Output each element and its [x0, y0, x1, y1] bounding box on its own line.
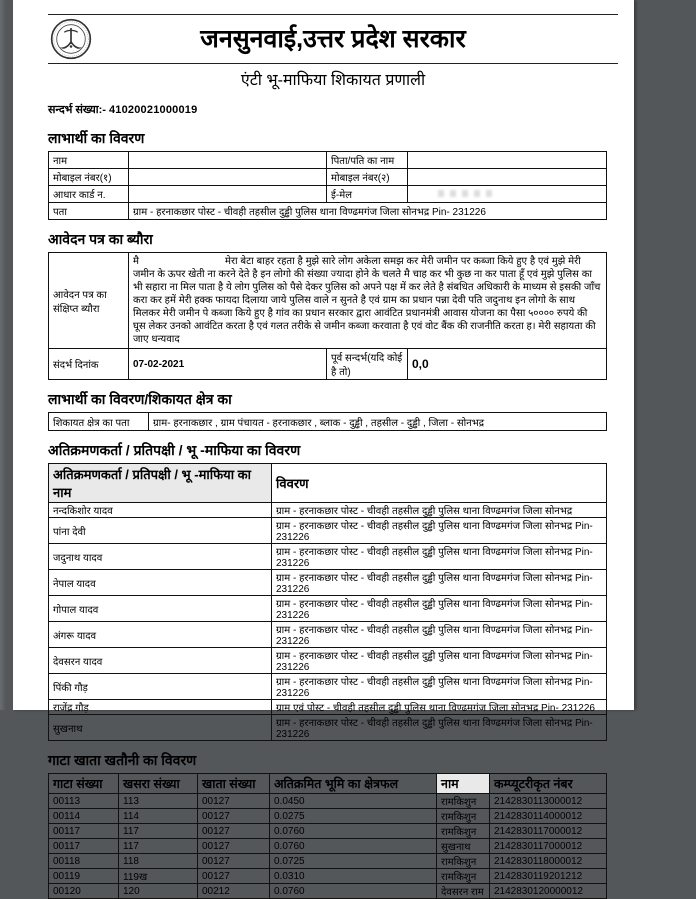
khasra-number-cell: 117	[119, 824, 198, 839]
table-row	[49, 253, 607, 349]
mobile2-value	[408, 169, 607, 186]
document-header	[48, 15, 618, 63]
gata-number-cell: 00113	[49, 794, 119, 809]
computerized-number-cell: 2142830118000012	[490, 854, 607, 869]
table-row	[49, 824, 607, 839]
complaint-area-table	[48, 412, 607, 431]
beneficiary-table	[48, 151, 607, 220]
gata-number-cell: 00114	[49, 809, 119, 824]
complaint-area-section-heading: लाभार्थी का विवरण/शिकायत क्षेत्र का	[48, 391, 232, 407]
encroached-area-cell: 0.0725	[270, 854, 437, 869]
complaint-area-address-value: ग्राम- हरनाकछार , ग्राम पंचायत - हरनाकछार , ब्लाक - दुड्ढी , तहसील - दुड्ढी , जिला - सोनभद्र	[149, 413, 607, 431]
father-name-value	[408, 152, 607, 169]
encroacher-detail: ग्राम एवं पोस्ट - चीवही तहसील दुड्ढी पुलिस थाना विण्ढमगंज जिला सोनभद्र Pin- 231226	[272, 700, 607, 715]
aadhaar-label: आधार कार्ड न.	[49, 186, 129, 203]
khasra-number-cell: 118	[119, 854, 198, 869]
encroacher-name: अंगरू यादव	[49, 622, 272, 648]
name-cell: रामकिशुन	[437, 869, 490, 884]
email-label: ई-मेल	[327, 186, 408, 203]
computerized-number-header: कम्प्यूटरीकृत नंबर	[490, 774, 607, 794]
name-label: नाम	[49, 152, 129, 169]
aadhaar-value	[129, 186, 327, 203]
gata-number-cell: 00119	[49, 869, 119, 884]
computerized-number-cell: 2142830119201212	[490, 869, 607, 884]
encroacher-section-heading: अतिक्रमणकर्ता / प्रतिपक्षी / भू -माफिया का विवरण	[48, 442, 301, 458]
redacted-text	[438, 190, 498, 197]
name-value	[129, 152, 327, 169]
name-cell: सुखनाथ	[437, 839, 490, 854]
table-row	[49, 349, 607, 380]
table-row	[49, 518, 607, 544]
encroacher-name: देवसरन यादव	[49, 648, 272, 674]
encroacher-table	[48, 463, 607, 741]
encroacher-name: गोपाल यादव	[49, 596, 272, 622]
beneficiary-section-heading: लाभार्थी का विवरण	[48, 130, 145, 146]
reference-number-label: सन्दर्भ संख्या:-	[48, 104, 106, 116]
khasra-number-cell: 113	[119, 794, 198, 809]
brief-body: मेरा बेटा बाहर रहता है मुझे सारे लोग अकेला समझ कर मेरी जमीन पर कब्जा किये हुए है एवं मुझे मेरी जमीन के ऊपर खेती ना करने देते है इन लोगो की संख्या ज्यादा होने के चलते मै चाह कर भी कुछ ना कर पाता हूँ एवं मुझे पुलिस का भी सहारा ना मिल पाता है ये लोग पुलिस को पैसे देकर पुलिस को अपने पक्ष में कर लेते है संबधित अधिकारी के माध्यम से इसकी जाँच करा कर हमें मेरी हक्क फायदा दिलाया जाये पुलिस वाले न सुनते है एवं ग्राम का प्रधान पन्ना देवी पति जदुनाथ इन लोगो के साथ मिलकर मेरी जमीन पे कब्जा किये हुए है गांव का प्रधान सरकार द्वारा आवंटित प्रधानमंत्री आवास योजना का पैसा ५०००० रुपये की घूस लेकर उनको आवंटित करता है एवं गलत तरीके से जमीन कब्जा करवाता है एवं वोट बैंक की राजनीति करता ह। मेरी सहायता की जाए धन्यवाद	[133, 256, 601, 345]
khasra-number-header: खसरा संख्या	[119, 774, 198, 794]
encroached-area-cell: 0.0760	[270, 824, 437, 839]
khasra-number-cell: 120	[119, 884, 198, 899]
table-row	[49, 413, 607, 431]
table-row	[49, 596, 607, 622]
encroacher-detail: ग्राम - हरनाकछार पोस्ट - चीवही तहसील दुड्ढी पुलिस थाना विण्ढमगंज जिला सोनभद्र Pin- 231226	[272, 715, 607, 741]
table-row	[49, 544, 607, 570]
name-cell: रामकिशुन	[437, 794, 490, 809]
brief-text	[129, 253, 607, 349]
khasra-number-cell: 117	[119, 839, 198, 854]
encroacher-name: जदुनाथ यादव	[49, 544, 272, 570]
encroacher-detail: ग्राम - हरनाकछार पोस्ट - चीवही तहसील दुड्ढी पुलिस थाना विण्ढमगंज जिला सोनभद्र Pin- 231226	[272, 596, 607, 622]
encroached-area-header: अतिक्रमित भूमि का क्षेत्रफल	[270, 774, 437, 794]
encroacher-detail: ग्राम - हरनाकछार पोस्ट - चीवही तहसील दुड्ढी पुलिस थाना विण्ढमगंज जिला सोनभद्र Pin- 231226	[272, 622, 607, 648]
encroacher-detail-header: विवरण	[272, 464, 607, 503]
table-row	[49, 809, 607, 824]
khata-number-cell: 00212	[198, 884, 270, 899]
encroacher-name: नन्दकिशोर यादव	[49, 503, 272, 518]
mobile1-label: मोबाइल नंबर(१)	[49, 169, 129, 186]
encroacher-name: पिंकी गौड़	[49, 674, 272, 700]
encroacher-name: पांना देवी	[49, 518, 272, 544]
table-row	[49, 884, 607, 899]
encroached-area-cell: 0.0760	[270, 884, 437, 899]
name-cell: रामकिशुन	[437, 809, 490, 824]
table-row	[49, 622, 607, 648]
mobile1-value	[129, 169, 327, 186]
previous-reference-label: पूर्व सन्दर्भ(यदि कोई है तो)	[327, 349, 408, 380]
encroacher-detail: ग्राम - हरनाकछार पोस्ट - चीवही तहसील दुड्ढी पुलिस थाना विण्ढमगंज जिला सोनभद्र Pin- 231226	[272, 544, 607, 570]
complaint-area-address-label: शिकायत क्षेत्र का पता	[49, 413, 149, 431]
application-table	[48, 252, 607, 380]
page-title: जनसुनवाई,उत्तर प्रदेश सरकार	[200, 25, 466, 53]
brief-intro: मै	[133, 256, 139, 267]
name-cell: रामकिशुन	[437, 854, 490, 869]
gata-number-cell: 00118	[49, 854, 119, 869]
table-row	[49, 169, 607, 186]
khata-number-cell: 00127	[198, 854, 270, 869]
khasra-number-cell: 119ख	[119, 869, 198, 884]
previous-reference-value: 0,0	[408, 349, 607, 380]
khatauni-section-heading: गाटा खाता खतौनी का विवरण	[48, 752, 197, 768]
table-row	[49, 854, 607, 869]
application-section-heading: आवेदन पत्र का ब्यौरा	[48, 231, 153, 247]
gata-number-header: गाटा संख्या	[49, 774, 119, 794]
address-value: ग्राम - हरनाकछार पोस्ट - चीवही तहसील दुड्ढी पुलिस थाना विण्ढमगंज जिला सोनभद्र Pin- 231226	[129, 203, 607, 220]
father-name-label: पिता/पति का नाम	[327, 152, 408, 169]
reference-date-value: 07-02-2021	[129, 349, 327, 380]
khata-number-header: खाता संख्या	[198, 774, 270, 794]
gata-number-cell: 00117	[49, 824, 119, 839]
khata-number-cell: 00127	[198, 839, 270, 854]
khatauni-table	[48, 773, 607, 899]
name-cell: देवसरन राम	[437, 884, 490, 899]
encroached-area-cell: 0.0450	[270, 794, 437, 809]
table-row	[49, 152, 607, 169]
encroached-area-cell: 0.0760	[270, 839, 437, 854]
computerized-number-cell: 2142830117000012	[490, 824, 607, 839]
up-emblem-logo	[50, 18, 92, 60]
table-row	[49, 794, 607, 809]
gata-number-cell: 00117	[49, 839, 119, 854]
reference-date-label: संदर्भ दिनांक	[49, 349, 129, 380]
encroacher-detail: ग्राम - हरनाकछार पोस्ट - चीवही तहसील दुड्ढी पुलिस थाना विण्ढमगंज जिला सोनभद्र Pin- 231226	[272, 570, 607, 596]
table-row	[49, 715, 607, 741]
computerized-number-cell: 2142830114000012	[490, 809, 607, 824]
khata-number-cell: 00127	[198, 824, 270, 839]
encroached-area-cell: 0.0275	[270, 809, 437, 824]
reference-number-value: 41020021000019	[108, 104, 198, 116]
page-subtitle: एंटी भू-माफिया शिकायत प्रणाली	[240, 72, 426, 89]
khasra-number-cell: 114	[119, 809, 198, 824]
name-header: नाम	[437, 774, 490, 794]
computerized-number-cell: 2142830113000012	[490, 794, 607, 809]
email-value	[408, 186, 607, 203]
name-cell: रामकिशुन	[437, 824, 490, 839]
table-row	[49, 839, 607, 854]
table-row	[49, 700, 607, 715]
encroacher-name: राजेंद्र गौड़	[49, 700, 272, 715]
table-row	[49, 203, 607, 220]
encroacher-name-header: अतिक्रमणकर्ता / प्रतिपक्षी / भू -माफिया का नाम	[49, 464, 272, 503]
khata-number-cell: 00127	[198, 869, 270, 884]
khata-number-cell: 00127	[198, 794, 270, 809]
mobile2-label: मोबाइल नंबर(२)	[327, 169, 408, 186]
encroacher-detail: ग्राम - हरनाकछार पोस्ट - चीवही तहसील दुड्ढी पुलिस थाना विण्ढमगंज जिला सोनभद्र Pin- 231226	[272, 518, 607, 544]
table-row	[49, 648, 607, 674]
encroacher-name: सुखनाथ	[49, 715, 272, 741]
table-row	[49, 570, 607, 596]
khata-number-cell: 00127	[198, 809, 270, 824]
document-page	[13, 0, 634, 898]
reference-number-line	[48, 96, 618, 119]
computerized-number-cell: 2142830117000012	[490, 839, 607, 854]
table-header-row	[49, 464, 607, 503]
brief-label: आवेदन पत्र का संक्षिप्त ब्यौरा	[49, 253, 129, 349]
gata-number-cell: 00120	[49, 884, 119, 899]
table-row	[49, 503, 607, 518]
encroached-area-cell: 0.0310	[270, 869, 437, 884]
address-label: पता	[49, 203, 129, 220]
table-row	[49, 186, 607, 203]
table-row	[49, 869, 607, 884]
table-row	[49, 674, 607, 700]
encroacher-detail: ग्राम - हरनाकछार पोस्ट - चीवही तहसील दुड्ढी पुलिस थाना विण्ढमगंज जिला सोनभद्र Pin- 231226	[272, 674, 607, 700]
computerized-number-cell: 2142830120000012	[490, 884, 607, 899]
encroacher-detail: ग्राम - हरनाकछार पोस्ट - चीवही तहसील दुड्ढी पुलिस थाना विण्ढमगंज जिला सोनभद्र	[272, 503, 607, 518]
encroacher-detail: ग्राम - हरनाकछार पोस्ट - चीवही तहसील दुड्ढी पुलिस थाना विण्ढमगंज जिला सोनभद्र Pin- 231226	[272, 648, 607, 674]
table-header-row	[49, 774, 607, 794]
encroacher-name: नेपाल यादव	[49, 570, 272, 596]
